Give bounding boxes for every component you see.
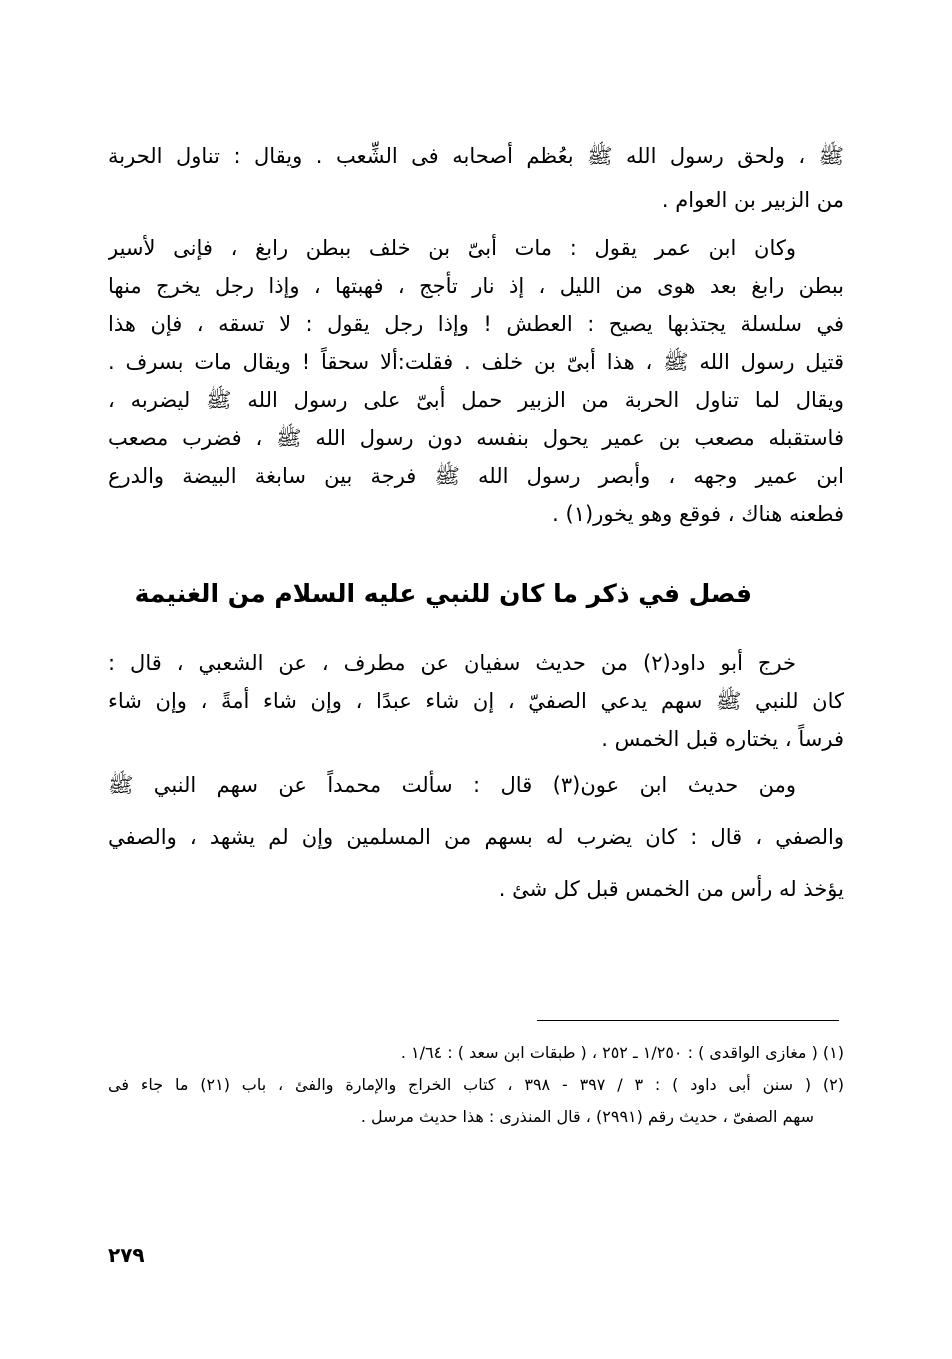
paragraph-4: [108, 766, 844, 908]
footnotes: [108, 1037, 844, 1133]
text-line: من الزبير بن العوام .: [661, 188, 844, 212]
paragraph-1: [108, 137, 844, 219]
paragraph-2: [108, 229, 844, 533]
text-line: ببطن رابغ بعد هوى من الليل ، إذ نار تأجج ، فهبتها ، وإذا رجل يخرج منها: [108, 274, 844, 298]
text-line: فرساً ، يختاره قبل الخمس .: [601, 727, 844, 751]
page-number: ٢٧٩: [108, 1243, 145, 1267]
text-line: وكان ابن عمر يقول : مات أبىّ بن خلف ببطن رابغ ، فإنى لأسير: [108, 236, 796, 260]
text-line: ويقال لما تناول الحربة من الزبير حمل أبىّ على رسول الله ﷺ ليضربه ،: [108, 388, 844, 412]
text-line: فاستقبله مصعب بن عمير يحول بنفسه دون رسول الله ﷺ ، فضرب مصعب: [108, 426, 844, 450]
text-line: والصفي ، قال : كان يضرب له بسهم من المسلمين وإن لم يشهد ، والصفي: [108, 825, 844, 849]
text-line: خرج أبو داود(٢) من حديث سفيان عن مطرف ، عن الشعبي ، قال :: [108, 651, 797, 675]
text-line: كان للنبي ﷺ سهم يدعي الصفيّ ، إن شاء عبدًا ، وإن شاء أمةً ، وإن شاء: [108, 689, 844, 713]
text-line: ومن حديث ابن عون(٣) قال : سألت محمداً عن سهم النبي ﷺ: [108, 773, 796, 797]
text-line: في سلسلة يجتذبها يصيح : العطش ! وإذا رجل يقول : لا تسقه ، فإن هذا: [108, 312, 844, 336]
text-line: قتيل رسول الله ﷺ ، هذا أبىّ بن خلف . فقلت:ألا سحقاً ! ويقال مات بسرف .: [108, 350, 844, 374]
footnote: (١) ( مغازى الواقدى ) : ١/٢٥٠ ـ ٢٥٢ ، ( طبقات ابن سعد ) : ١/٦٤ .: [400, 1043, 844, 1062]
footnote-separator: [537, 1020, 839, 1021]
section-heading: فصل في ذكر ما كان للنبي عليه السلام من الغنيمة: [134, 579, 752, 608]
footnote: (٢) ( سنن أبى داود ) : ٣ / ٣٩٧ - ٣٩٨ ، كتاب الخراج والإمارة والفئ ، باب (٢١) ما جاء فى: [108, 1075, 844, 1094]
footnote-continuation: سهم الصفىّ ، حديث رقم (٢٩٩١) ، قال المنذرى : هذا حديث مرسل .: [360, 1107, 814, 1126]
text-line: ابن عمير وجهه ، وأبصر رسول الله ﷺ فرجة بين سابغة البيضة والدرع: [108, 464, 844, 488]
text-line: يؤخذ له رأس من الخمس قبل كل شئ .: [498, 877, 844, 901]
text-line: ﷺ ، ولحق رسول الله ﷺ بعُظم أصحابه فى الشِّعب . ويقال : تناول الحربة: [108, 144, 844, 168]
text-line: فطعنه هناك ، فوقع وهو يخور(١) .: [552, 502, 844, 526]
paragraph-3: [108, 644, 844, 758]
